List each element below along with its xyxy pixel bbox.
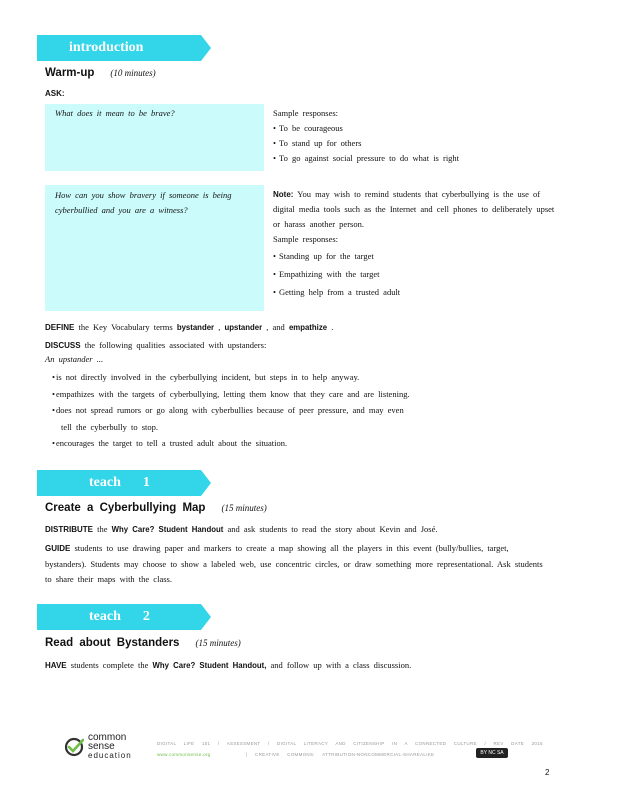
answer-block-1 — [273, 106, 558, 166]
list-item: • is not directly involved in the cyberbullying incident, but steps in to help anyway. — [52, 369, 572, 386]
list-item: • To be courageous — [273, 121, 558, 136]
teach-1-duration: (15 minutes) — [221, 503, 267, 513]
term-empathize: empathize — [288, 323, 328, 332]
term-bystander: bystander — [176, 323, 215, 332]
answer-2-title: Sample responses: — [273, 234, 339, 244]
note-label: Note: — [273, 190, 294, 199]
page-footer — [60, 733, 560, 773]
have-paragraph: HAVE students complete the Why Care? Student Handout, and follow up with a class discussion. — [45, 660, 412, 670]
answer-1-list — [273, 121, 558, 166]
banner-number: 2 — [142, 609, 150, 624]
question-box-1 — [45, 104, 264, 171]
list-item: • does not spread rumors or go along with cyberbullies because of peer pressure, and may even — [52, 402, 572, 419]
page-number: 2 — [545, 768, 550, 777]
banner-number: 1 — [142, 475, 150, 490]
section-banner-teach-1 — [37, 470, 201, 496]
list-item: • Empathizing with the target — [273, 265, 558, 283]
answer-block-2 — [273, 187, 558, 301]
creative-commons-badge: BY NC SA — [476, 748, 508, 758]
section-banner-introduction — [37, 35, 201, 61]
warm-up-duration: (10 minutes) — [110, 68, 156, 78]
upstander-intro: An upstander ... — [45, 354, 104, 364]
term-upstander: upstander — [224, 323, 263, 332]
question-box-2 — [45, 185, 264, 311]
section-banner-teach-2 — [37, 604, 201, 630]
list-item: • To stand up for others — [273, 136, 558, 151]
list-item: • Standing up for the target — [273, 247, 558, 265]
question-2: How can you show bravery if someone is being cyberbullied and you are a witness? — [55, 190, 232, 215]
ask-label: ASK: — [45, 89, 65, 98]
question-1: What does it mean to be brave? — [55, 108, 175, 118]
upstander-traits — [52, 369, 572, 452]
answer-2-list — [273, 247, 558, 301]
handout-title: Why Care? Student Handout — [111, 525, 224, 534]
teach-1-heading: Create a Cyberbullying Map (15 minutes) — [45, 502, 267, 514]
teach-2-heading: Read about Bystanders (15 minutes) — [45, 637, 241, 649]
teach-2-duration: (15 minutes) — [195, 638, 241, 648]
logo-wordmark: common sense education — [88, 732, 132, 760]
note-paragraph: Note: You may wish to remind students that cyberbullying is the use of digital media tools such as the Internet and cell phones to deliberately upset or harass another person. — [273, 189, 555, 229]
banner-label: teach — [89, 609, 121, 624]
checkmark-logo-icon — [64, 737, 84, 757]
list-item: • encourages the target to tell a trusted adult about the situation. — [52, 435, 572, 452]
footer-line-1: DIGITAL LIFE 101 / ASSESSMENT / DIGITAL LITERACY AND CITIZENSHIP IN A CONNECTED CULTURE / REV DATE 2015 — [157, 741, 543, 746]
answer-1-title: Sample responses: — [273, 108, 339, 118]
footer-line-2: www.commonsense.org | CREATIVE COMMONS: ATTRIBUTION-NONCOMMERCIAL-SHAREALIKE — [157, 752, 435, 757]
guide-paragraph: GUIDE students to use drawing paper and markers to create a map showing all the players in this event (bully/bullies, target, bystanders). Students may choose to show a labeled web, use concentric circles, or draw something more representational. Ask students to share their maps with the class. — [45, 543, 543, 584]
banner-label: introduction — [69, 40, 144, 55]
discuss-paragraph: DISCUSS the following qualities associated with upstanders: — [45, 340, 267, 350]
list-item: • Getting help from a trusted adult — [273, 283, 558, 301]
define-paragraph: DEFINE the Key Vocabulary terms bystander , upstander , and empathize . — [45, 322, 334, 332]
warm-up-heading: Warm-up (10 minutes) — [45, 67, 156, 79]
list-item-continuation: tell the cyberbully to stop. — [61, 421, 158, 432]
footer-url[interactable]: www.commonsense.org — [157, 752, 211, 757]
distribute-paragraph: DISTRIBUTE the Why Care? Student Handout and ask students to read the story about Kevin and José. — [45, 524, 438, 534]
list-item: • empathizes with the targets of cyberbullying, letting them know that they care and are listening. — [52, 386, 572, 403]
banner-label: teach — [89, 475, 121, 490]
list-item: • To go against social pressure to do what is right — [273, 151, 558, 166]
handout-title: Why Care? Student Handout, — [152, 661, 267, 670]
